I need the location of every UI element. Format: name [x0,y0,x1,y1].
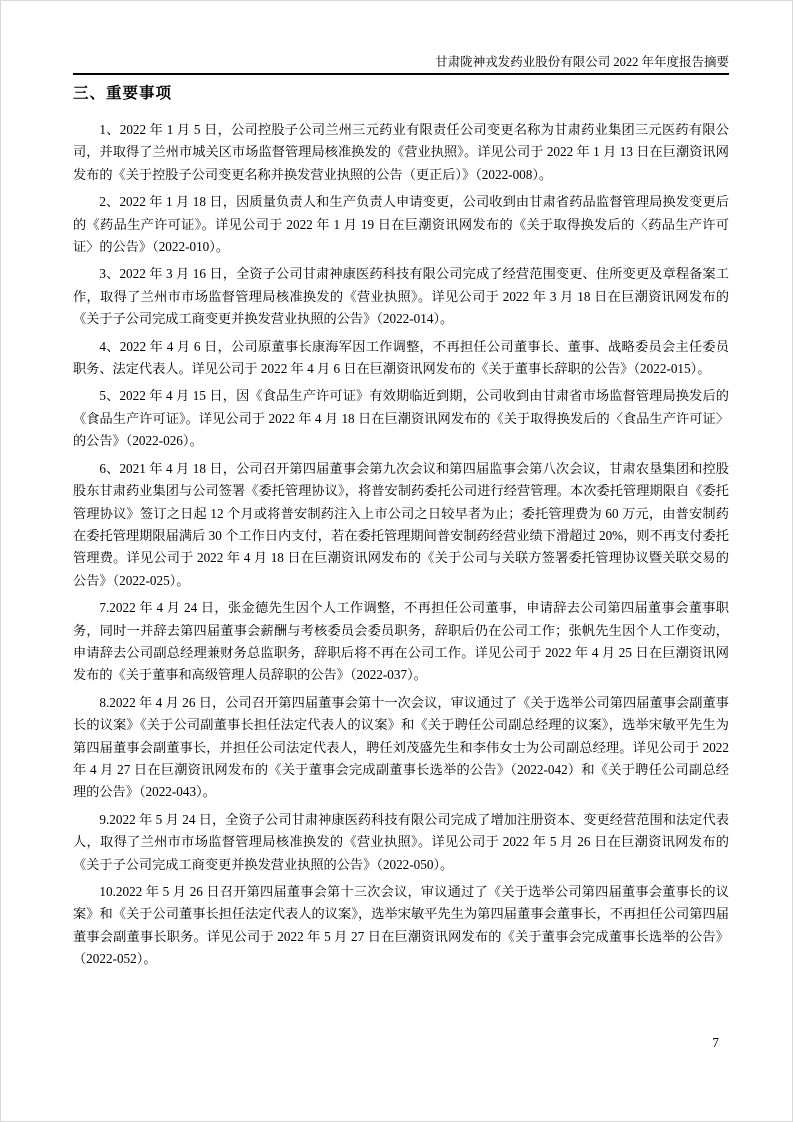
paragraph: 8.2022 年 4 月 26 日，公司召开第四届董事会第十一次会议，审议通过了《关于选举公司第四届董事会副董事长的议案》《关于公司副董事长担任法定代表人的议案》和《关于聘任公司副总经理的议案》，选举宋敏平先生为第四届董事会副董事长，并担任公司法定代表人，聘任刘茂盛先生和李伟女士为公司副总经理。详见公司于 2022 年 4 月 27 日在巨潮资讯网发布的《关于董事会完成副董事长选举的公告》（2022-042）和《关于聘任公司副总经理的公告》（2022-043）。 [73,694,729,800]
paragraph: 3、2022 年 3 月 16 日，全资子公司甘肃神康医药科技有限公司完成了经营范围变更、住所变更及章程备案工作，取得了兰州市市场监督管理局核准换发的《营业执照》。详见公司于 2022 年 3 月 18 日在巨潮资讯网发布的《关于子公司完成工商变更并换发营业执照的公告》（2022-014）。 [73,266,729,327]
document-body [73,114,729,971]
header-text: 甘肃陇神戎发药业股份有限公司 2022 年年度报告摘要 [435,55,729,69]
paragraph: 9.2022 年 5 月 24 日，全资子公司甘肃神康医药科技有限公司完成了增加注册资本、变更经营范围和法定代表人，取得了兰州市市场监督管理局核准换发的《营业执照》。详见公司于 2022 年 5 月 26 日在巨潮资讯网发布的《关于子公司完成工商变更并换发营业执照的公告》（2022-050）。 [73,811,729,872]
section-title: 三、重要事项 [73,85,173,102]
paragraph: 5、2022 年 4 月 15 日，因《食品生产许可证》有效期临近到期，公司收到由甘肃省市场监督管理局换发后的《食品生产许可证》。详见公司于 2022 年 4 月 18 日在巨潮资讯网发布的《关于取得换发后的〈食品生产许可证〉的公告》（2022-026）。 [73,388,729,449]
header-divider [73,73,729,75]
paragraph: 1、2022 年 1 月 5 日，公司控股子公司兰州三元药业有限责任公司变更名称为甘肃药业集团三元医药有限公司，并取得了兰州市城关区市场监督管理局核准换发的《营业执照》。详见公司于 2022 年 1 月 13 日在巨潮资讯网发布的《关于控股子公司变更名称并换发营业执照的公告（更正后）》（2022-008）。 [73,122,729,182]
page-number: 7 [712,1035,719,1050]
paragraph: 7.2022 年 4 月 24 日，张金德先生因个人工作调整，不再担任公司董事，申请辞去公司第四届董事会董事职务，同时一并辞去第四届董事会薪酬与考核委员会委员职务，辞职后仍在公司工作；张帆先生因个人工作变动，申请辞去公司副总经理兼财务总监职务，辞职后将不再在公司工作。详见公司于 2022 年 4 月 25 日在巨潮资讯网发布的《关于董事和高级管理人员辞职的公告》（2022-037）。 [73,600,729,683]
paragraph: 2、2022 年 1 月 18 日，因质量负责人和生产负责人申请变更，公司收到由甘肃省药品监督管理局换发变更后的《药品生产许可证》。详见公司于 2022 年 1 月 19 日在巨潮资讯网发布的《关于取得换发后的〈药品生产许可证〉的公告》（2022-010）。 [73,194,729,255]
paragraph: 4、2022 年 4 月 6 日，公司原董事长康海军因工作调整，不再担任公司董事长、董事、战略委员会主任委员职务、法定代表人。详见公司于 2022 年 4 月 6 日在巨潮资讯网发布的《关于董事长辞职的公告》（2022-015）。 [73,338,729,377]
page-footer [73,1035,729,1051]
paragraph: 6、2021 年 4 月 18 日，公司召开第四届董事会第九次会议和第四届监事会第八次会议，甘肃农垦集团和控股股东甘肃药业集团与公司签署《委托管理协议》，将普安制药委托公司进行经营管理。本次委托管理期限自《委托管理协议》签订之日起 12 个月或将普安制药注入上市公司之日较早者为止；委托管理费为 60 万元，由普安制药在委托管理期限届满后 30 个工作日内支付，若在委托管理期间普安制药经营业绩下滑超过 20%，则不再支付委托管理费。详见公司于 2022 年 4 月 18 日在巨潮资讯网发布的《关于公司与关联方签署委托管理协议暨关联交易的公告》（2022-025）。 [73,460,729,588]
paragraph: 10.2022 年 5 月 26 日召开第四届董事会第十三次会议，审议通过了《关于选举公司第四届董事会董事长的议案》和《关于公司董事长担任法定代表人的议案》，选举宋敏平先生为第四届董事会董事长，不再担任公司第四届董事会副董事长职务。详见公司于 2022 年 5 月 27 日在巨潮资讯网发布的《关于董事会完成董事长选举的公告》（2022-052）。 [73,884,729,967]
page-header [73,54,729,71]
